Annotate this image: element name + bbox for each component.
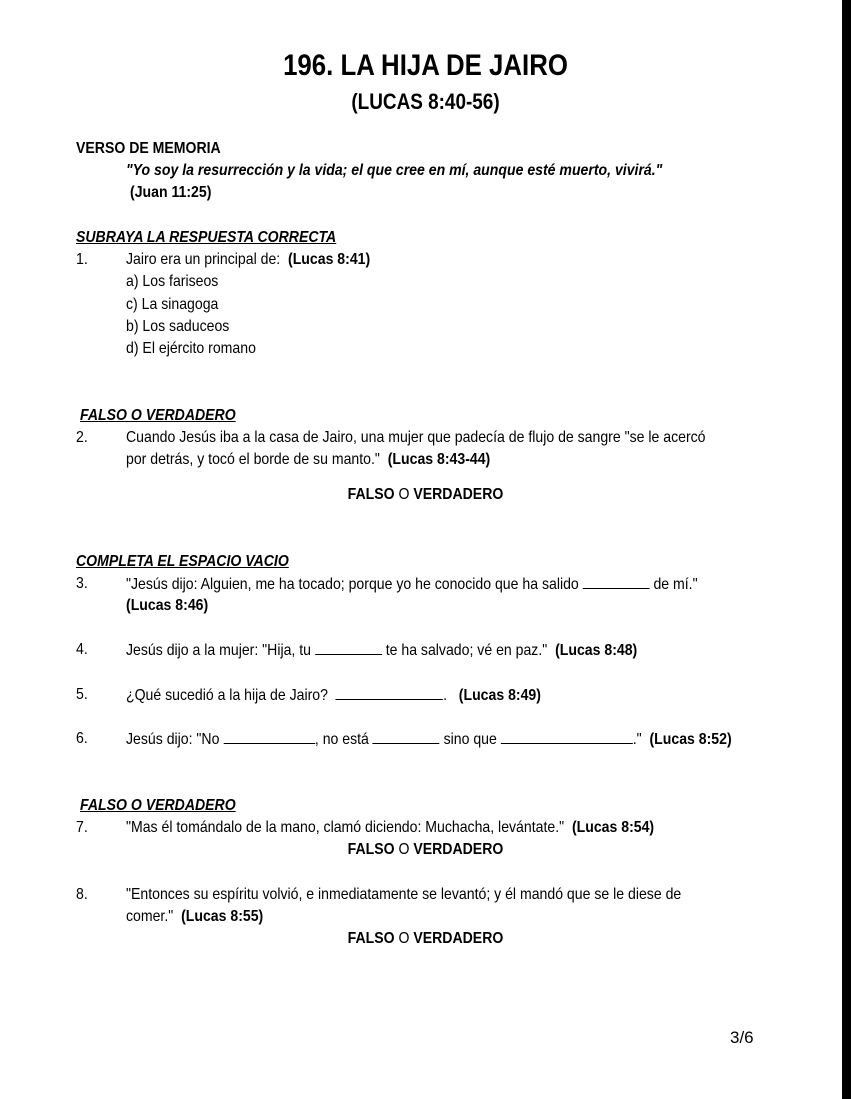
question-number: 4.: [76, 641, 88, 658]
question-text: .: [443, 687, 448, 704]
bible-reference: (Lucas 8:55): [181, 908, 264, 925]
section-heading-fill-blank: COMPLETA EL ESPACIO VACIO: [76, 553, 289, 570]
page-number: 3/6: [730, 1028, 754, 1047]
verdadero-label: VERDADERO: [413, 841, 504, 858]
blank-line: [336, 685, 443, 700]
question-number: 5.: [76, 686, 88, 703]
question-text: por detrás, y tocó el borde de su manto.": [126, 451, 380, 468]
question-text: Jesús dijo: "No: [126, 731, 220, 748]
question-7: [126, 818, 654, 838]
question-text: "Jesús dijo: Alguien, me ha tocado; porque yo he conocido que ha salido: [126, 576, 579, 593]
question-text: "Mas él tomándalo de la mano, clamó diciendo: Muchacha, levántate.": [126, 819, 565, 836]
question-text: , no está: [314, 731, 369, 748]
page-subtitle: (LUCAS 8:40-56): [351, 89, 500, 114]
memory-heading: VERSO DE MEMORIA: [76, 140, 221, 157]
blank-line: [223, 729, 315, 744]
question-5: [126, 685, 541, 706]
question-6: [126, 729, 732, 750]
question-text: ¿Qué sucedió a la hija de Jairo?: [126, 687, 328, 704]
verdadero-label: VERDADERO: [413, 930, 504, 947]
verdadero-label: VERDADERO: [413, 486, 504, 503]
question-number: 3.: [76, 575, 88, 592]
blank-line: [501, 729, 633, 744]
falso-label: FALSO: [347, 841, 395, 858]
bible-reference: (Lucas 8:49): [458, 687, 541, 704]
o-label: O: [398, 841, 410, 858]
true-false-choice: [0, 929, 851, 949]
true-false-choice: [0, 485, 851, 505]
question-text: Jairo era un principal de:: [126, 251, 281, 268]
question-number: 8.: [76, 886, 88, 903]
bible-reference: (Lucas 8:54): [571, 819, 655, 836]
question-number: 1.: [76, 251, 88, 268]
question-text: Jesús dijo a la mujer: "Hija, tu: [126, 642, 311, 659]
bible-reference: (Lucas 8:52): [649, 731, 732, 748]
question-number: 2.: [76, 429, 88, 446]
section-heading-true-false-2: FALSO O VERDADERO: [80, 797, 236, 814]
bible-reference: (Lucas 8:43-44): [387, 451, 491, 468]
option-b: b) Los saduceos: [126, 318, 230, 335]
question-text: sino que: [443, 731, 497, 748]
question-8-line2: [126, 907, 263, 927]
question-number: 7.: [76, 819, 88, 836]
memory-verse: "Yo soy la resurrección y la vida; el que cree en mí, aunque esté muerto, vivirá.": [126, 162, 663, 179]
o-label: O: [398, 930, 410, 947]
memory-reference: (Juan 11:25): [130, 184, 212, 201]
option-c: c) La sinagoga: [126, 296, 219, 313]
true-false-choice: [0, 840, 851, 860]
falso-label: FALSO: [347, 930, 395, 947]
question-3: [126, 574, 698, 595]
question-2-line1: Cuando Jesús iba a la casa de Jairo, una mujer que padecía de flujo de sangre "se le acercó: [126, 429, 706, 446]
bible-reference: (Lucas 8:46): [126, 597, 209, 614]
question-number: 6.: [76, 730, 88, 747]
blank-line: [583, 574, 650, 589]
question-text: te ha salvado; vé en paz.": [385, 642, 548, 659]
falso-label: FALSO: [347, 486, 395, 503]
section-heading-underline: SUBRAYA LA RESPUESTA CORRECTA: [76, 229, 337, 246]
question-8-line1: "Entonces su espíritu volvió, e inmediatamente se levantó; y él mandó que se le diese de: [126, 886, 682, 903]
bible-reference: (Lucas 8:41): [288, 251, 371, 268]
question-text: comer.": [126, 908, 174, 925]
question-2-line2: [126, 450, 490, 470]
section-heading-true-false: FALSO O VERDADERO: [80, 407, 236, 424]
question-text: .": [632, 731, 642, 748]
o-label: O: [398, 486, 410, 503]
page-title: 196. LA HIJA DE JAIRO: [283, 49, 568, 82]
question-4: [126, 640, 637, 661]
option-a: a) Los fariseos: [126, 273, 219, 290]
question-1: [126, 250, 370, 270]
question-text: de mí.": [653, 576, 698, 593]
bible-reference: (Lucas 8:48): [555, 642, 638, 659]
blank-line: [373, 729, 440, 744]
blank-line: [315, 640, 382, 655]
option-d: d) El ejército romano: [126, 340, 256, 357]
